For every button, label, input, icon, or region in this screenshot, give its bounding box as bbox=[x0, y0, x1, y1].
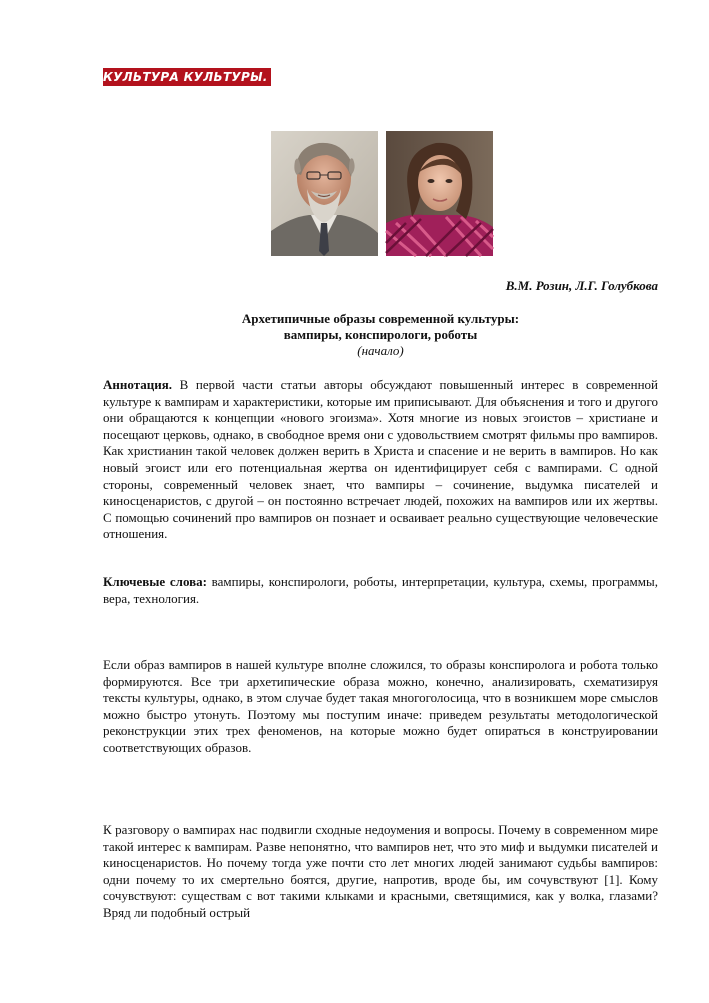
author-photo-golubkova bbox=[386, 131, 493, 256]
keywords-label: Ключевые слова: bbox=[103, 574, 207, 589]
article-title-note: (начало) bbox=[357, 343, 404, 358]
journal-header-badge: КУЛЬТУРА КУЛЬТУРЫ. 2017 bbox=[103, 70, 307, 84]
abstract-paragraph bbox=[103, 377, 658, 543]
author-photo-rozin bbox=[271, 131, 378, 256]
article-authors: В.М. Розин, Л.Г. Голубкова bbox=[505, 278, 658, 293]
body-paragraph-2: К разговору о вампирах нас подвигли сходные недоумения и вопросы. Почему в современном мире такой интерес к вампирам. Разве непонятно, что вампиров нет, что это миф и выдумки писателей и киносценаристов. Но почему тогда уже почти сто лет многих людей занимают судьбы вампиров: одни почему то их смертельно боятся, другие, напротив, вроде бы, им сочувствуют [1]. Кому сочувствуют: существам с вот такими клыками и красными, светящимися, как у волка, глазами? Вряд ли подобный острый bbox=[103, 822, 658, 920]
abstract-text: В первой части статьи авторы обсуждают повышенный интерес в современной культуре к вампирам и характеристики, которые им приписывают. Для объяснения и того и другого они обращаются к концепции «нового эгоизма». Хотя многие из новых эгоистов – христиане и посещают церковь, однако, в свободное время они с удовольствием смотрят фильмы про вампиров. Как христианин такой человек должен верить в Христа и спасение и не верить в вампиров. Но как новый эгоист или его потенциальная жертва он идентифицирует себя с вампирами. С одной стороны, современный человек знает, что вампиры – сочинение, выдумка писателей и киносценаристов, с другой – он постоянно встречает людей, похожих на вампиров или их жертвы. С помощью сочинений про вампиров он познает и осваивает реально существующие человеческие отношения. bbox=[103, 377, 658, 542]
abstract-label: Аннотация. bbox=[103, 377, 173, 392]
article-title-line-2: вампиры, конспирологи, роботы bbox=[283, 327, 478, 342]
article-title-line-1: Архетипичные образы современной культуры: bbox=[241, 311, 520, 326]
keywords-text: вампиры, конспирологи, роботы, интерпретации, культура, схемы, программы, вера, технология. bbox=[103, 574, 658, 606]
article-title-block bbox=[103, 311, 658, 359]
body-paragraph-1: Если образ вампиров в нашей культуре вполне сложился, то образы конспиролога и робота только формируются. Все три архетипические образа можно, конечно, анализировать, схематизируя тексты культуры, однако, в этом случае будет такая многоголосица, что в возникшем море смыслов можно быстро утонуть. Поэтому мы поступим иначе: приведем результаты методологической реконструкции этих трех феноменов, на которые можно будет опираться в конструировании соответствующих образов. bbox=[103, 657, 658, 755]
keywords-paragraph bbox=[103, 574, 658, 607]
